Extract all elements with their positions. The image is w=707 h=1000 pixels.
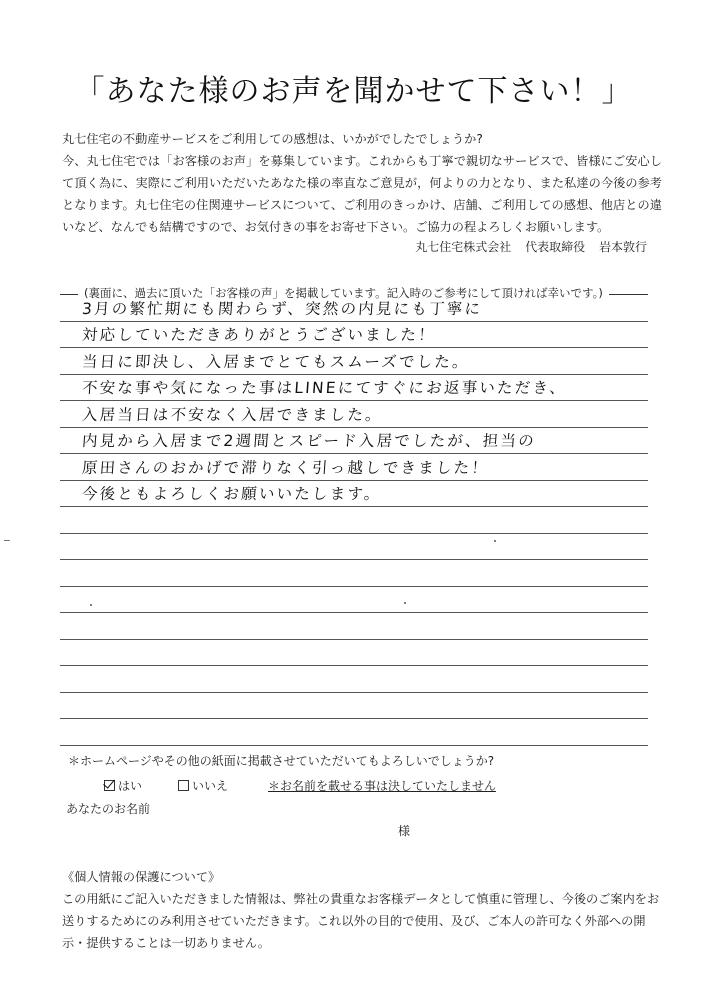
scan-speck	[494, 540, 496, 542]
checkbox-unchecked-icon[interactable]	[178, 780, 189, 791]
privacy-body: この用紙にご記入いただきました情報は、弊社の貴重なお客様データとして慎重に管理し、今後のご案内をお送りするためにのみ利用させていただきます。これ以外の目的で使用、及び、ご本人の許可なく外部への開示・提供することは一切ありません。	[62, 892, 660, 950]
scan-speck	[90, 604, 92, 606]
ruled-line	[60, 666, 648, 693]
name-field-suffix: 様	[398, 824, 411, 838]
ruled-line	[60, 454, 648, 481]
ruled-line	[60, 375, 648, 402]
name-field-label: あなたのお名前	[66, 802, 151, 816]
handwritten-line: 今後ともよろしくお願いいたします。	[81, 485, 383, 503]
ruled-line	[60, 613, 648, 640]
ruled-line	[60, 560, 648, 587]
ruled-line	[60, 481, 648, 508]
handwritten-line: 原田さんのおかげで滞りなく引っ越しできました！	[81, 458, 490, 477]
consent-no-label: いいえ	[192, 779, 229, 793]
page-title: 「あなた様のお声を聞かせて下さい！」	[74, 74, 633, 109]
consent-note: ＊お名前を載せる事は決していたしません	[268, 779, 497, 793]
consent-options	[68, 777, 648, 797]
checkbox-checked-icon[interactable]	[104, 780, 115, 791]
ruled-lines	[60, 295, 648, 746]
ruled-line	[60, 428, 648, 455]
ruled-line	[60, 640, 648, 667]
scan-margin-mark	[4, 540, 10, 541]
privacy-section	[62, 866, 662, 954]
scan-speck	[404, 602, 406, 604]
ruled-line	[60, 534, 648, 561]
handwritten-line: 不安な事や気になった事はLINEにてすぐにお返事いただき、	[81, 379, 568, 397]
privacy-heading: 《個人情報の保護について》	[62, 870, 221, 884]
ruled-line	[60, 401, 648, 428]
consent-section	[68, 752, 648, 797]
comment-box-caption: (裏面に、過去に頂いた「お客様の声」を掲載しています。記入時のご参考にして頂ければ幸いです。)	[78, 285, 609, 301]
intro-body: 今、丸七住宅では「お客様のお声」を募集しています。これからも丁寧で親切なサービスで、皆様にご安心して頂く為に、実際にご利用いただいたあなた様の率直なご意見が，何よりの力となり、また私達の今後の参考となります。丸七住宅の住関連サービスについて、ご利用のきっかけ、店舗、ご利用しての感想、他店との違いなど、なんでも結構ですので、お気付きの事をお寄せ下さい。ご協力の程よろしくお願いします。	[62, 154, 662, 234]
signature-role: 代表取締役	[525, 240, 586, 254]
intro-question: 丸七住宅の不動産サービスをご利用しての感想は、いかがでしたでしょうか?	[62, 132, 483, 146]
signature	[405, 238, 647, 255]
ruled-line	[60, 587, 648, 614]
handwritten-line: 内見から入居まで2週間とスピード入居でしたが、担当の	[81, 432, 537, 450]
consent-no-option[interactable]	[178, 777, 228, 794]
comment-box[interactable]	[60, 286, 648, 829]
ruled-line	[60, 295, 648, 322]
consent-yes-option[interactable]	[104, 777, 142, 794]
handwritten-line: 当日に即決し、入居までとてもスムーズでした。	[81, 352, 471, 371]
consent-yes-label: はい	[118, 779, 143, 793]
signature-name: 岩本敦行	[598, 240, 647, 254]
signature-company: 丸七住宅株式会社	[415, 240, 512, 254]
ruled-line	[60, 693, 648, 720]
handwritten-line: 3月の繁忙期にも関わらず、突然の内見にも丁寧に	[81, 299, 483, 318]
ruled-line	[60, 322, 648, 349]
ruled-line	[60, 348, 648, 375]
ruled-line	[60, 507, 648, 534]
handwritten-line: 対応していただきありがとうございました！	[81, 326, 437, 344]
ruled-line	[60, 719, 648, 746]
handwritten-line: 入居当日は不安なく入居できました。	[81, 405, 384, 424]
intro-text	[62, 128, 662, 238]
consent-question: ＊ホームページやその他の紙面に掲載させていただいてもよろしいでしょうか?	[68, 754, 495, 768]
